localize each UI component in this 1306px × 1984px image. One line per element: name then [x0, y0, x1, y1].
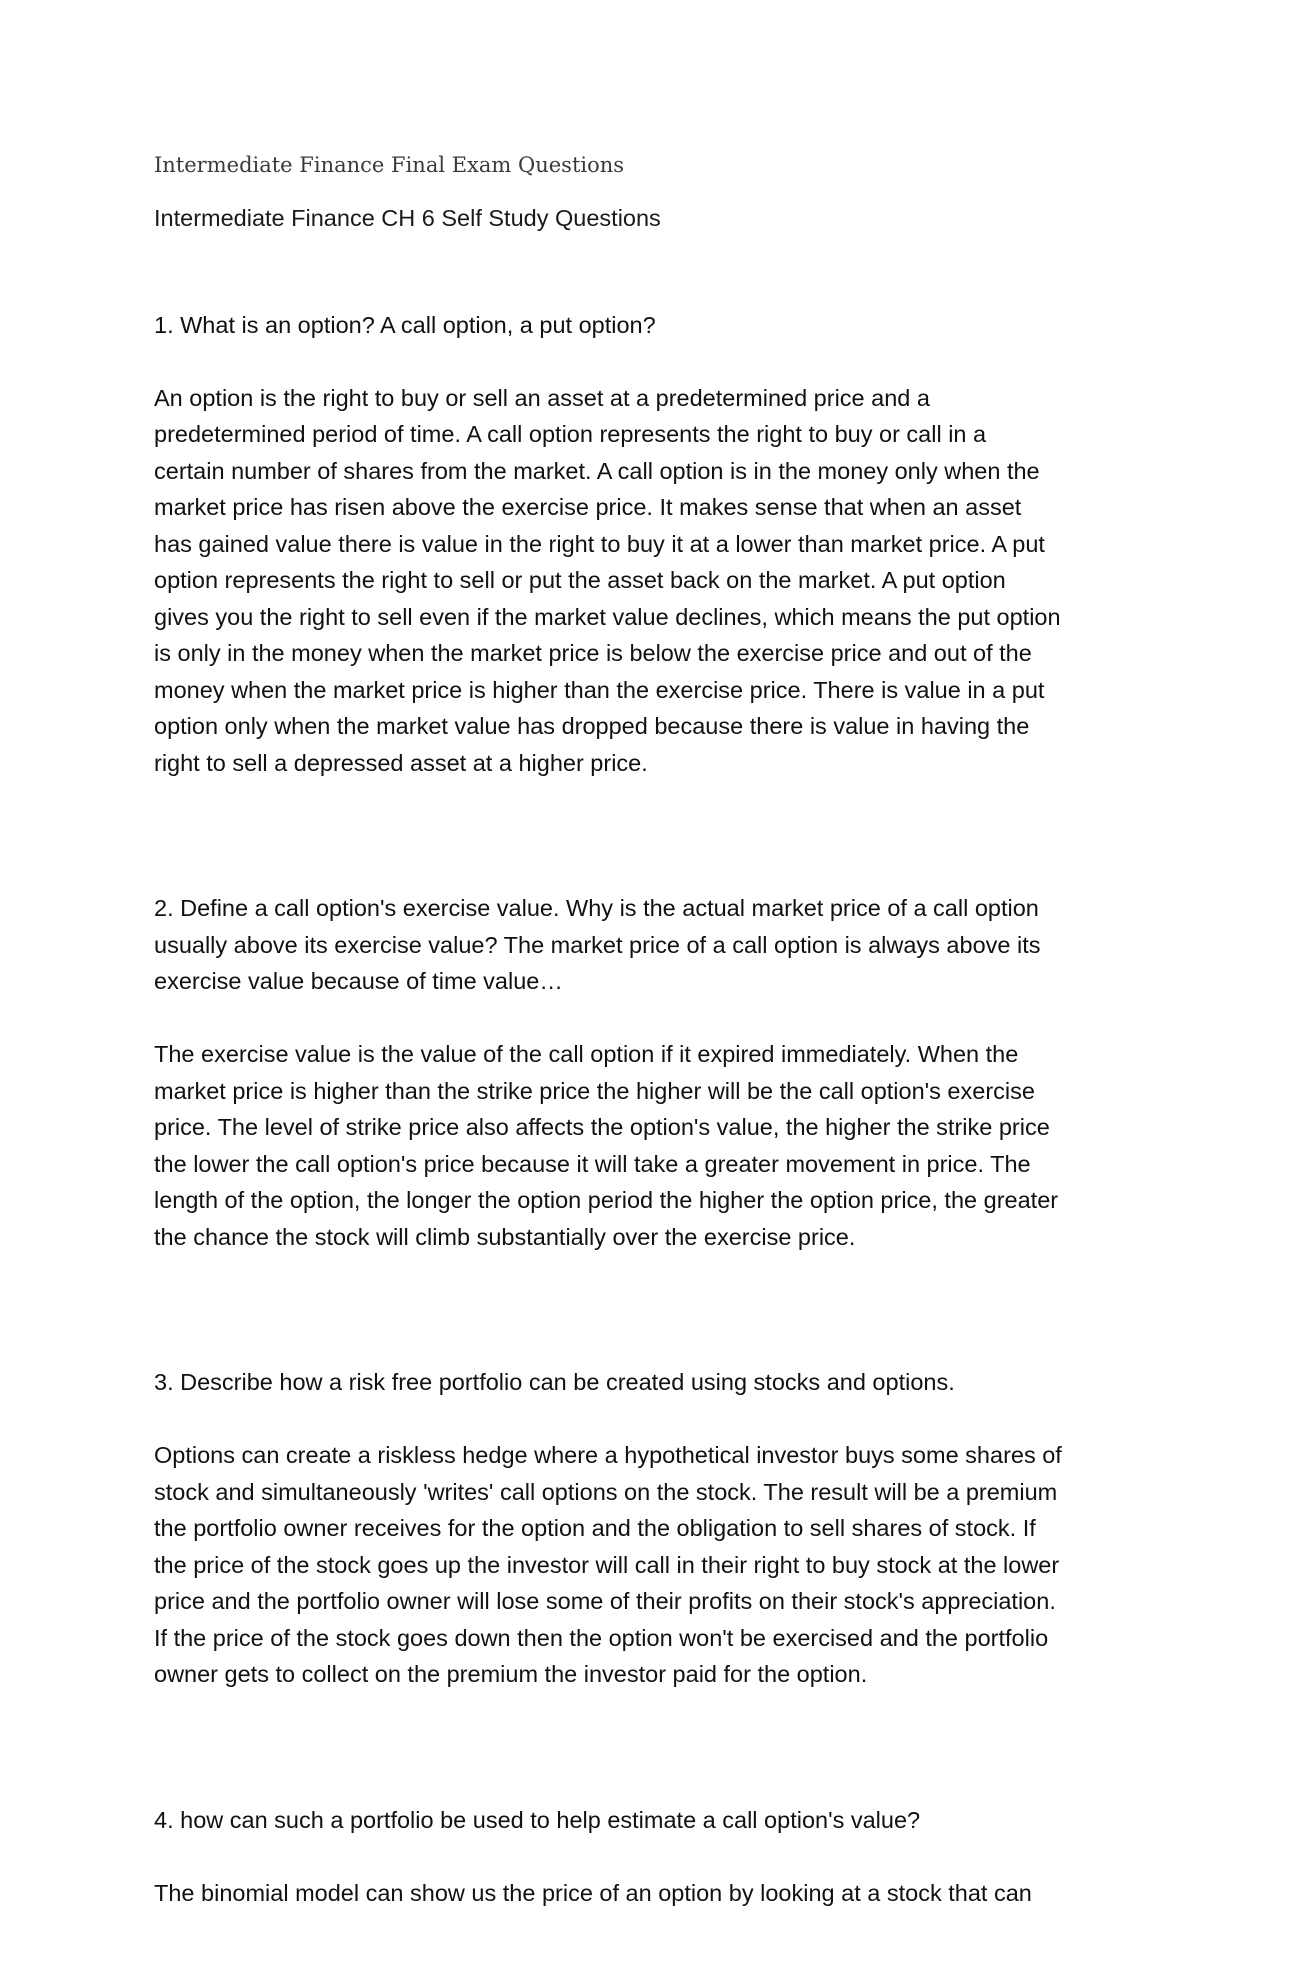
- document-subheading: Intermediate Finance CH 6 Self Study Questions: [154, 205, 661, 231]
- question-4: 4. how can such a portfolio be used to help estimate a call option's value?: [154, 1806, 921, 1833]
- question-1: 1. What is an option? A call option, a put option?: [154, 311, 656, 338]
- question-block-1: [154, 270, 1164, 818]
- question-3: 3. Describe how a risk free portfolio can be created using stocks and options.: [154, 1369, 955, 1395]
- document-body: [154, 150, 1164, 1984]
- question-block-4: [154, 1765, 1164, 1948]
- question-block-2: [154, 854, 1164, 1292]
- answer-3: Options can create a riskless hedge where a hypothetical investor buys some shares of stock and simultaneously 'writes' call options on the stock. The result will be a premium the portfolio owner receives for the option and the obligation to sell shares of stock. If the price of the stock goes up the investor will call in their right to buy stock at the lower price and the portfolio owner will lose some of their profits on their stock's appreciation. If the price of the stock goes down then the option won't be exercised and the portfolio owner gets to collect on the premium the investor paid for the option.: [154, 1442, 1062, 1687]
- answer-1: An option is the right to buy or sell an asset at a predetermined price and a predetermined period of time. A call option represents the right to buy or call in a certain number of shares from the market. A call option is in the money only when the market price has risen above the exercise price. It makes sense that when an asset has gained value there is value in the right to buy it at a lower than market price. A put option represents the right to sell or put the asset back on the market. A put option gives you the right to sell even if the market value declines, which means the put option is only in the money when the market price is below the exercise price and out of the money when the market price is higher than the exercise price. There is value in a put option only when the market value has dropped because there is value in having the right to sell a depressed asset at a higher price.: [154, 384, 1061, 776]
- document-heading: Intermediate Finance Final Exam Questions: [154, 153, 625, 177]
- answer-2: The exercise value is the value of the call option if it expired immediately. When the market price is higher than the strike price the higher will be the call option's exercise price. The level of strike price also affects the option's value, the higher the strike price the lower the call option's price because it will take a greater movement in price. The length of the option, the longer the option period the higher the option price, the greater the chance the stock will climb substantially over the exercise price.: [154, 1041, 1059, 1250]
- answer-4: The binomial model can show us the price of an option by looking at a stock that can: [154, 1879, 1032, 1906]
- question-block-3: [154, 1328, 1164, 1730]
- question-2: 2. Define a call option's exercise value. Why is the actual market price of a call option usually above its exercise value? The market price of a call option is always above its exercise value because of time value…: [154, 895, 1041, 994]
